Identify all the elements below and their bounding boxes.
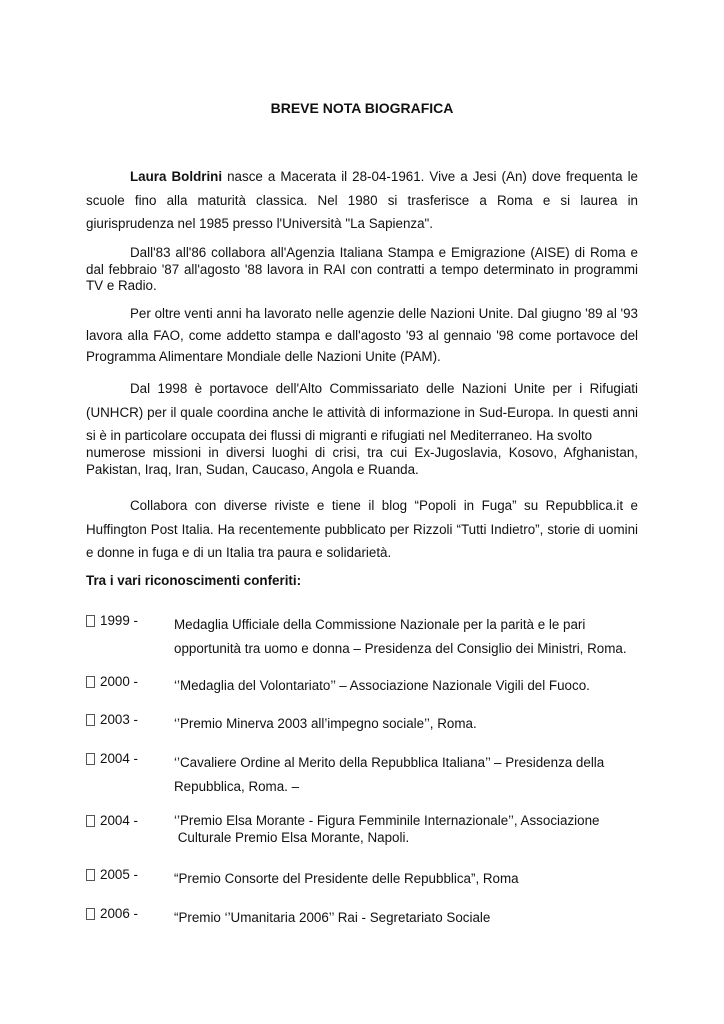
person-name: Laura Boldrini bbox=[130, 169, 223, 184]
bio-paragraph-unhcr: Dal 1998 è portavoce dell'Alto Commissariato delle Nazioni Unite per i Rifugiati (UNHCR) per il quale coordina anche le attività di informazione in Sud-Europa. In questi anni si è in particolare occupata dei flussi di migranti e rifugiati nel Mediterraneo. Ha svolto bbox=[86, 381, 638, 443]
award-year: 1999 - bbox=[100, 613, 138, 628]
bullet-box-icon bbox=[86, 815, 95, 827]
award-description bbox=[174, 867, 644, 891]
bio-paragraph-birth-text: nasce a Macerata il 28-04-1961. Vive a Jesi (An) dove frequenta le scuole fino alla maturità classica. Nel 1980 si trasferisce a Roma e si laurea in giurisprudenza nel 1985 presso l'Università "La Sapienza". bbox=[86, 169, 638, 231]
bullet-box-icon bbox=[86, 908, 95, 920]
award-year: 2005 - bbox=[100, 867, 138, 882]
award-description bbox=[174, 906, 644, 930]
award-line: opportunità tra uomo e donna – Presidenza del Consiglio dei Ministri, Roma. bbox=[174, 640, 627, 656]
award-line: ‘’Premio Elsa Morante - Figura Femminile Internazionale’’, Associazione bbox=[174, 813, 600, 828]
bullet-box-icon bbox=[86, 753, 95, 765]
award-year: 2006 - bbox=[100, 906, 138, 921]
award-description bbox=[174, 613, 644, 660]
bullet-box-icon bbox=[86, 676, 95, 688]
award-year: 2003 - bbox=[100, 712, 138, 727]
award-description bbox=[174, 813, 644, 846]
bio-paragraph-aise: Dall'83 all'86 collabora all'Agenzia Italiana Stampa e Emigrazione (AISE) di Roma e dal febbraio '87 all'agosto '88 lavora in RAI con contratti a tempo determinato in programmi TV e Radio. bbox=[86, 245, 638, 293]
award-year: 2004 - bbox=[100, 813, 138, 828]
bio-paragraph-missions: numerose missioni in diversi luoghi di crisi, tra cui Ex-Jugoslavia, Kosovo, Afghanistan, Pakistan, Iraq, Iran, Sudan, Caucaso, Angola e Ruanda. bbox=[86, 445, 638, 477]
award-year: 2004 - bbox=[100, 751, 138, 766]
award-line: ‘’Premio Minerva 2003 all’impegno sociale’’, Roma. bbox=[174, 716, 477, 731]
award-line: Medaglia Ufficiale della Commissione Nazionale per la parità e le pari bbox=[174, 617, 586, 632]
awards-heading: Tra i vari riconoscimenti conferiti: bbox=[86, 573, 302, 588]
award-year: 2000 - bbox=[100, 674, 138, 689]
bio-paragraph-un: Per oltre venti anni ha lavorato nelle agenzie delle Nazioni Unite. Dal giugno '89 al '93 lavora alla FAO, come addetto stampa e dall'agosto '93 al gennaio '98 come portavoce del Programma Alimentare Mondiale delle Nazioni Unite (PAM). bbox=[86, 306, 638, 364]
award-description bbox=[174, 674, 644, 698]
award-line: Culturale Premio Elsa Morante, Napoli. bbox=[174, 829, 410, 845]
award-line: Repubblica, Roma. – bbox=[174, 778, 300, 794]
award-line: “Premio ‘’Umanitaria 2006’’ Rai - Segretariato Sociale bbox=[174, 910, 491, 925]
bio-paragraph-publications: Collabora con diverse riviste e tiene il blog “Popoli in Fuga” su Repubblica.it e Huffington Post Italia. Ha recentemente pubblicato per Rizzoli “Tutti Indietro”, storie di uomini e donne in fuga e di un Italia tra paura e solidarietà. bbox=[86, 498, 638, 560]
award-description bbox=[174, 712, 644, 736]
award-line: “Premio Consorte del Presidente delle Repubblica”, Roma bbox=[174, 871, 519, 886]
document-title: BREVE NOTA BIOGRAFICA bbox=[270, 100, 454, 116]
award-description bbox=[174, 751, 644, 798]
bullet-box-icon bbox=[86, 869, 95, 881]
bullet-box-icon bbox=[86, 615, 95, 627]
bio-paragraph-birth bbox=[86, 165, 638, 236]
award-line: ‘’Cavaliere Ordine al Merito della Repubblica Italiana’’ – Presidenza della bbox=[174, 755, 605, 770]
award-line: ‘’Medaglia del Volontariato’’ – Associazione Nazionale Vigili del Fuoco. bbox=[174, 678, 590, 693]
bullet-box-icon bbox=[86, 714, 95, 726]
